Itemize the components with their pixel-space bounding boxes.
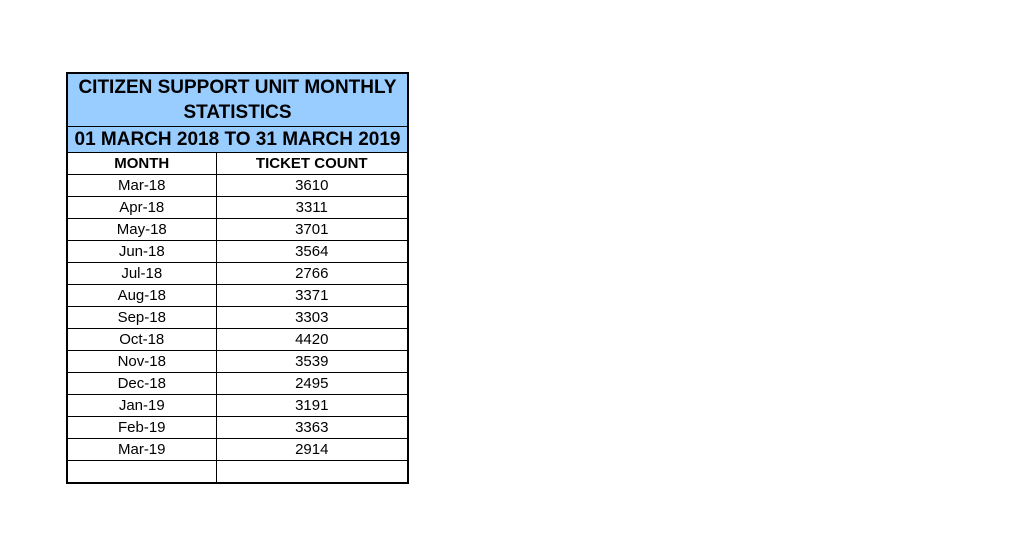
ticket-count-grid (68, 153, 407, 482)
table-row (68, 373, 407, 395)
ticket-count-cell: 3564 (216, 241, 407, 263)
month-cell: Jul-18 (68, 263, 216, 285)
month-cell (68, 461, 216, 483)
month-cell: Mar-19 (68, 439, 216, 461)
table-row (68, 395, 407, 417)
table-row (68, 175, 407, 197)
date-range: 01 MARCH 2018 TO 31 MARCH 2019 (68, 127, 407, 153)
table-body (68, 175, 407, 483)
ticket-count-cell: 3363 (216, 417, 407, 439)
ticket-count-cell: 3371 (216, 285, 407, 307)
table-row (68, 307, 407, 329)
ticket-count-cell: 3303 (216, 307, 407, 329)
ticket-count-cell: 3610 (216, 175, 407, 197)
ticket-count-cell: 2914 (216, 439, 407, 461)
table-row (68, 351, 407, 373)
month-cell: Feb-19 (68, 417, 216, 439)
table-row (68, 219, 407, 241)
month-cell: Apr-18 (68, 197, 216, 219)
ticket-count-cell: 3539 (216, 351, 407, 373)
table-title-line-1: CITIZEN SUPPORT UNIT MONTHLY (78, 77, 397, 98)
table-row (68, 417, 407, 439)
month-cell: Dec-18 (68, 373, 216, 395)
table-row (68, 197, 407, 219)
ticket-count-cell: 3311 (216, 197, 407, 219)
ticket-count-column-header: TICKET COUNT (216, 153, 407, 175)
month-cell: Jan-19 (68, 395, 216, 417)
ticket-count-cell: 2766 (216, 263, 407, 285)
month-cell: Jun-18 (68, 241, 216, 263)
month-cell: Oct-18 (68, 329, 216, 351)
ticket-count-cell: 2495 (216, 373, 407, 395)
month-cell: May-18 (68, 219, 216, 241)
table-title (68, 74, 407, 127)
table-row (68, 439, 407, 461)
table-row (68, 329, 407, 351)
ticket-count-cell: 4420 (216, 329, 407, 351)
table-row-empty (68, 461, 407, 483)
ticket-count-cell: 3191 (216, 395, 407, 417)
ticket-count-cell (216, 461, 407, 483)
month-cell: Mar-18 (68, 175, 216, 197)
table-row (68, 285, 407, 307)
statistics-table (66, 72, 409, 484)
table-row (68, 263, 407, 285)
month-cell: Sep-18 (68, 307, 216, 329)
month-cell: Aug-18 (68, 285, 216, 307)
table-row (68, 241, 407, 263)
header-row (68, 153, 407, 175)
table-title-line-2: STATISTICS (183, 102, 292, 123)
month-column-header: MONTH (68, 153, 216, 175)
month-cell: Nov-18 (68, 351, 216, 373)
ticket-count-cell: 3701 (216, 219, 407, 241)
